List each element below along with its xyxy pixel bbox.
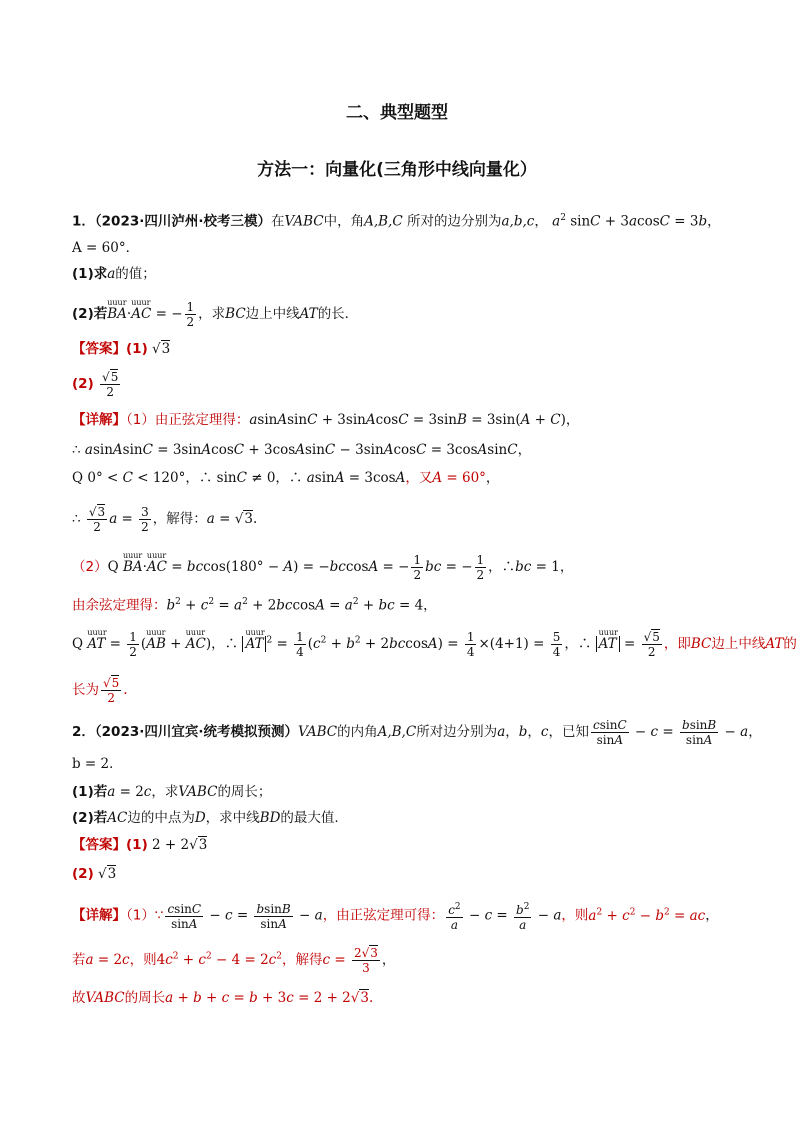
problem-1-question-1: (1)求a的值； [72,266,156,282]
section-title: 二、典型题型 [346,103,448,123]
problem-1-stem: 1．（2023·四川泸州·校考三模）在VABC中，角A,B,C 所对的边分别为a,b,c， $a^2$ sinC + 3acosC = 3b， [72,213,721,230]
problem-2-condition: b = 2． [72,756,123,772]
problem-1-detail-3: Q 0° < C < 120°，∴ sinC ≠ 0，∴ asinA = 3cosA，又A = 60°， [72,470,500,486]
problem-1-answer-2: (2) $\frac{√5}{2}$ [72,370,119,399]
problem-2-answer-2: (2) √3 [72,866,117,882]
problem-2-detail-1: 【详解】（1）∵ $\frac{csinC}{\sin A}$ − c = $\frac{bsinB}{\sin A}$ − a，由正弦定理可得： $\frac{c^2}{a}$ − c = $\frac{b^2}{a}$ − a，则$a^2 + c^2 - b^2$ = ac， [72,901,719,932]
problem-2-detail-2: 若a = 2c，则$4c^2 + c^2 - 4 = 2c^2$，解得c = $\frac{2√3}{3}$ ， [72,946,396,975]
problem-1-detail-5: （2）Q uuur BA· uuur AC = bccos(180° − A) = −bccosA = − $\frac{1}{2}$ bc = − $\frac{1}{2}$ ，∴bc = 1， [72,551,574,582]
problem-1-condition: A = 60°． [72,240,140,256]
method-title: 方法一：向量化(三角形中线向量化） [257,160,537,180]
problem-1-question-2: (2)若 uuur BA· uuur AC = − $\frac{1}{2}$ ，求BC边上中线AT的长． [72,298,359,329]
problem-1-source: （2023·四川泸州·校考三模） [94,213,271,230]
problem-1-answer-1: 【答案】(1) √3 [72,341,171,357]
problem-1-detail-1: 【详解】（1）由正弦定理得：asinAsinC + 3sinAcosC = 3sinB = 3sin(A + C)， [72,412,580,428]
problem-2-stem: 2．（2023·四川宜宾·统考模拟预测）VABC的内角A,B,C所对边分别为a，b，c，已知 $\frac{csinC}{\sin A}$ − c = $\frac{bsinB}{\sin A}$ − a， [72,718,762,747]
problem-2-source: （2023·四川宜宾·统考模拟预测） [94,724,298,740]
problem-2-answer-1: 【答案】(1) 2 + 2√3 [72,837,208,853]
problem-2-detail-3: 故VABC的周长a + b + c = b + 3c = 2 + 2√3. [72,990,374,1006]
problem-1-detail-4: ∴ $\frac{√3}{2}$ a = $\frac{3}{2}$ ，解得：a = √3. [72,505,258,534]
problem-1-detail-6: 由余弦定理得：$b^2 + c^2 = a^2 + 2bccosA = a^2$ + bc = 4， [72,597,437,614]
problem-1-detail-8: 长为 $\frac{√5}{2}$ . [72,676,128,705]
problem-1-detail-2: ∴ asinAsinC = 3sinAcosC + 3cosAsinC − 3sinAcosC = 3cosAsinC， [72,442,532,458]
problem-2-question-2: (2)若AC边的中点为D，求中线BD的最大值. [72,810,339,826]
problem-2-question-1: (1)若a = 2c，求VABC的周长； [72,784,272,800]
problem-1-detail-7: Q uuur AT = $\frac{1}{2}$ ( uuur AB + uuur AC)，∴ uuur AT $^2$ = $\frac{1}{4}$ $(c^2 + b^2 + 2bccosA)$ = $\frac{1}{4}$ ×(4+1) = $\frac{5}{4}$ ，∴ uuur AT = $\frac{√5}{2}$ ，即BC边上中线AT的 [72,628,797,659]
